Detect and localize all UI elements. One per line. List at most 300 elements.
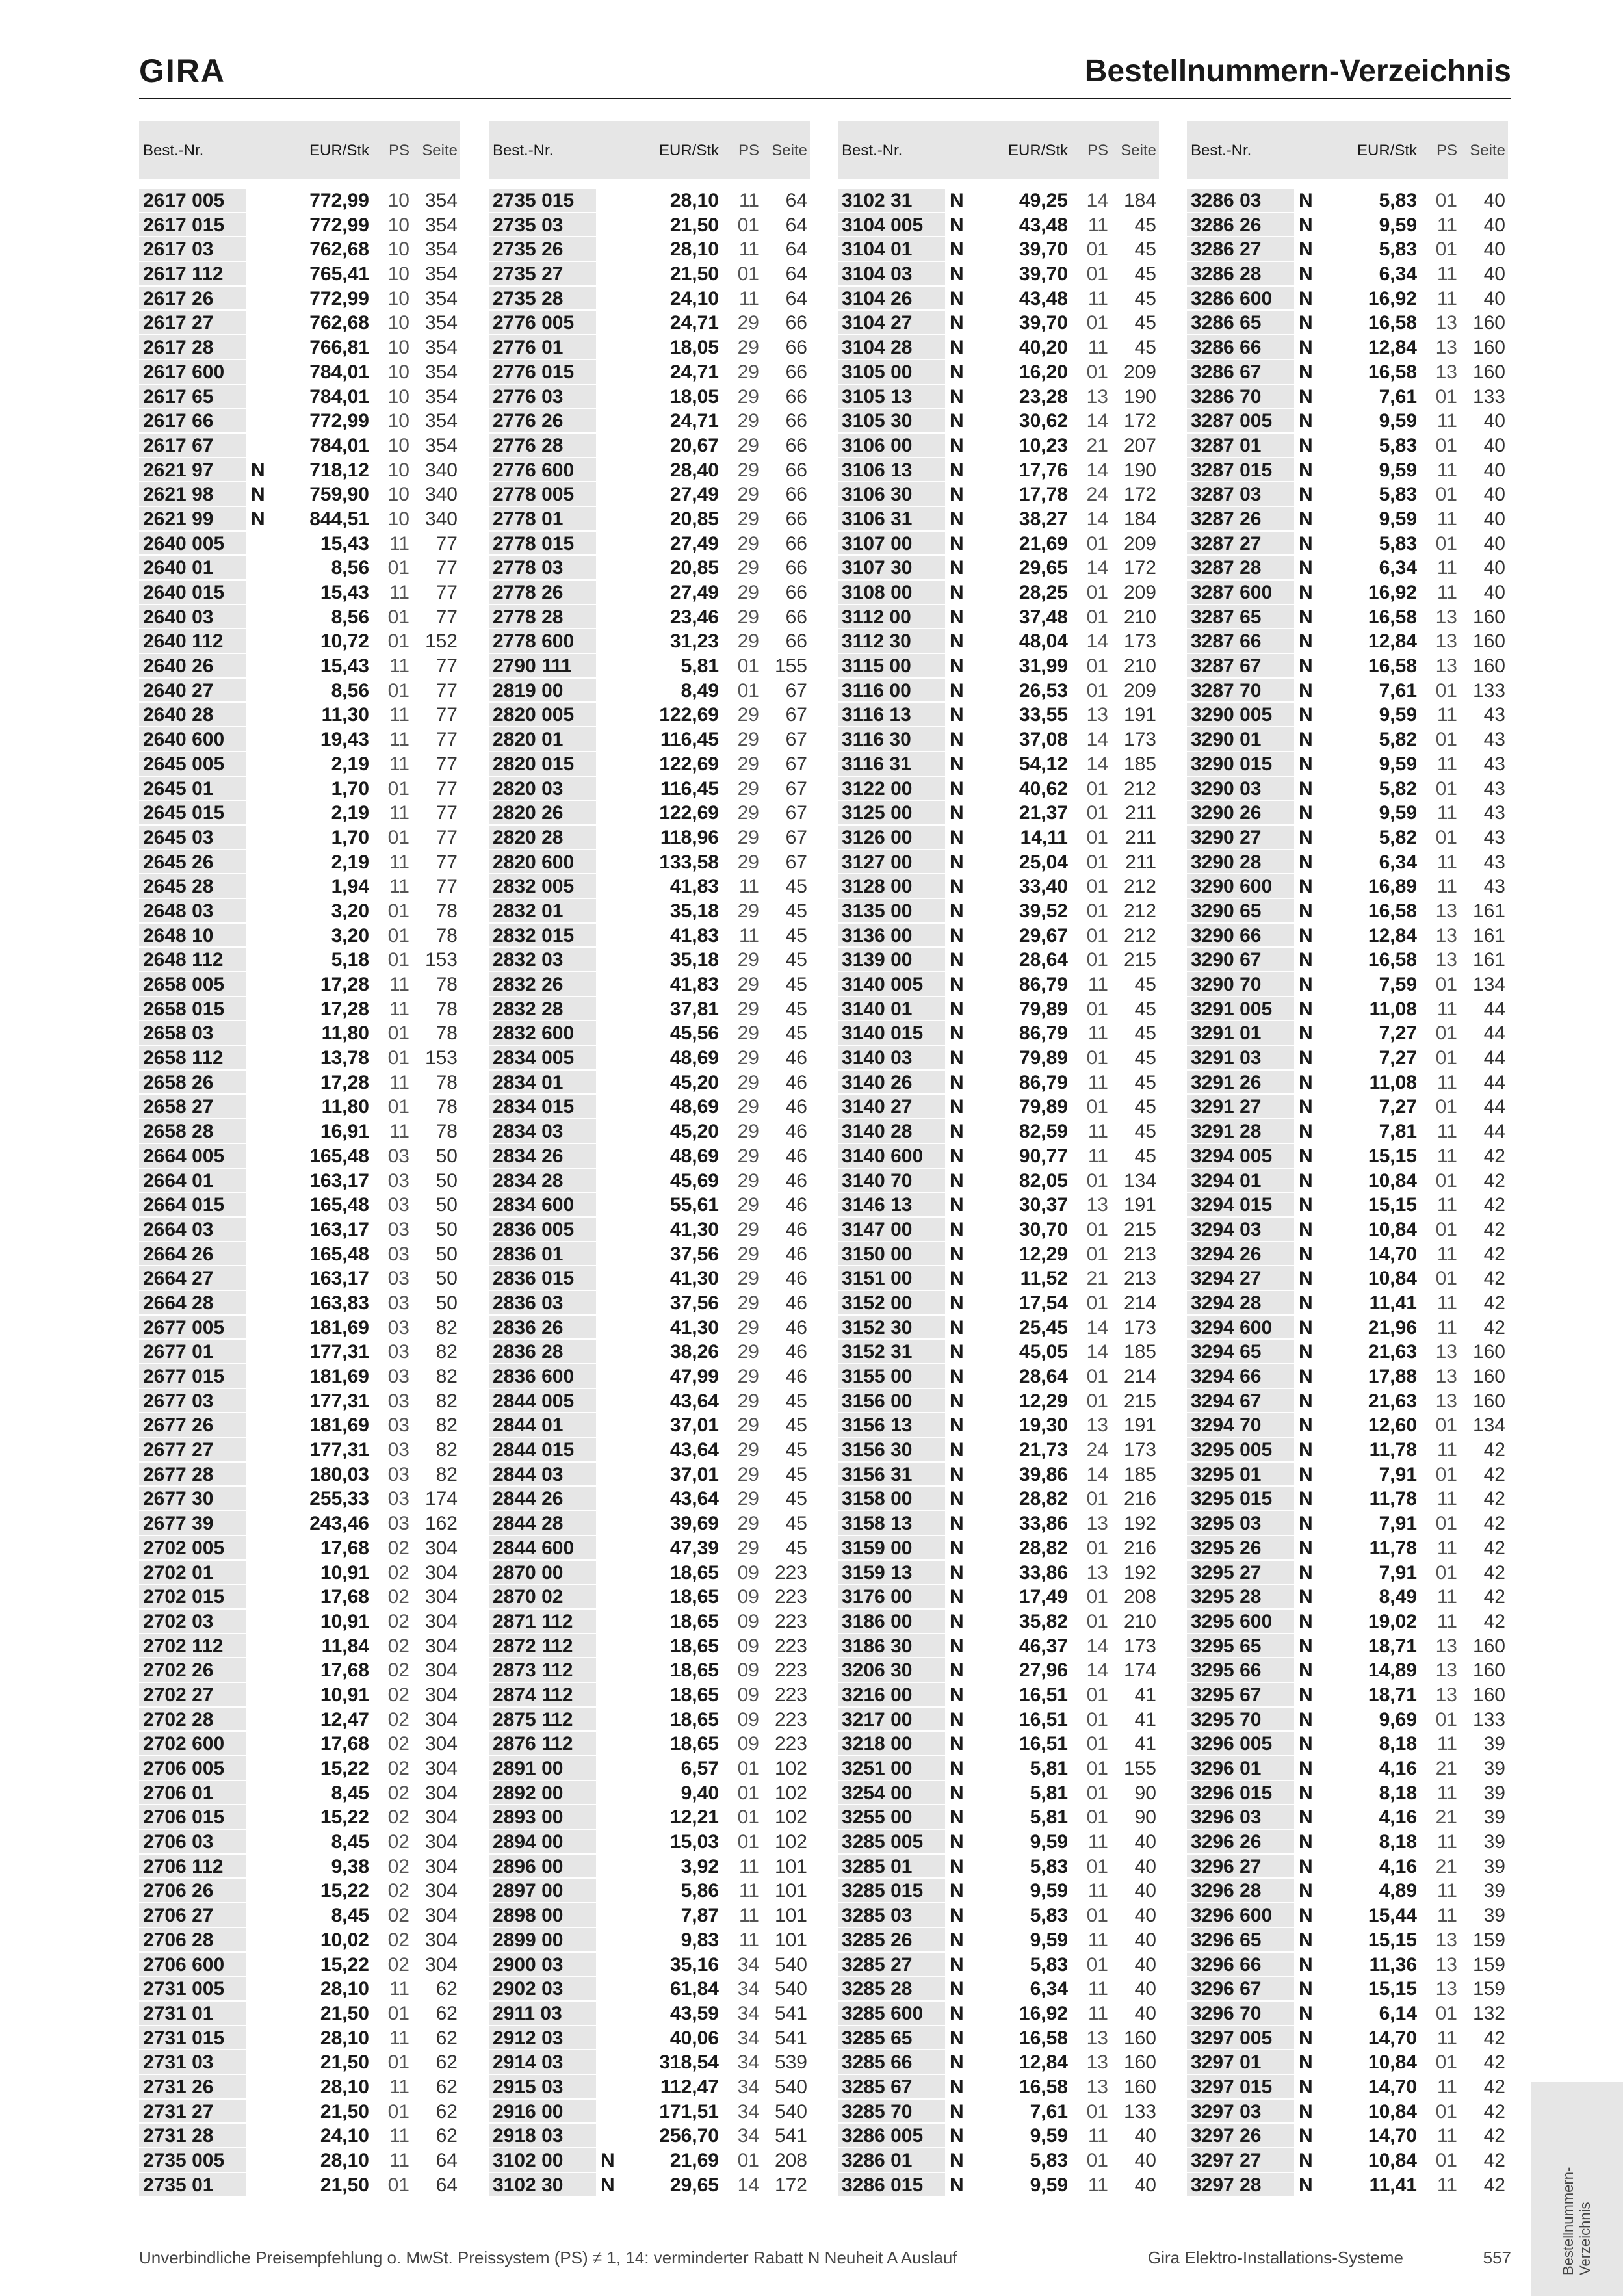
- price: 177,31: [309, 1439, 369, 1461]
- page-ref: 160: [1472, 312, 1505, 334]
- price: 10,91: [320, 1610, 369, 1632]
- table-row: [139, 1242, 460, 1267]
- price-system: 11: [1436, 410, 1457, 432]
- price-system: 14: [1086, 753, 1108, 775]
- price-system: 11: [1436, 1733, 1457, 1755]
- page-ref: 78: [435, 1023, 458, 1045]
- page-ref: 43: [1483, 704, 1505, 726]
- new-flag: N: [950, 1782, 964, 1804]
- price: 5,83: [1379, 434, 1417, 456]
- table-row: [838, 2173, 1159, 2198]
- table-row: [489, 1316, 810, 1340]
- order-number: 3140 28: [838, 1119, 945, 1144]
- price: 718,12: [309, 459, 369, 481]
- page-ref: 223: [774, 1635, 807, 1657]
- price-system: 13: [1435, 337, 1457, 359]
- page-ref: 185: [1123, 1341, 1156, 1363]
- page-ref: 43: [1483, 826, 1505, 848]
- table-row: [838, 654, 1159, 679]
- page-ref: 66: [785, 337, 807, 359]
- table-row: [139, 703, 460, 727]
- order-number: 2844 015: [489, 1438, 596, 1463]
- page-ref: 208: [774, 2150, 807, 2171]
- order-number: 3186 30: [838, 1634, 945, 1659]
- table-row: [489, 1021, 810, 1046]
- price-system: 11: [1436, 2027, 1457, 2049]
- price: 15,15: [1368, 1978, 1417, 2000]
- new-flag: N: [950, 851, 964, 873]
- new-flag: N: [950, 655, 964, 677]
- price-system: 24: [1086, 484, 1108, 506]
- price-system: 11: [1436, 851, 1457, 873]
- order-number: 2706 26: [139, 1879, 246, 1903]
- new-flag: N: [1299, 1047, 1313, 1069]
- table-row: [1187, 1879, 1508, 1903]
- price-system: 01: [387, 2052, 409, 2074]
- price-system: 29: [737, 631, 759, 653]
- table-row: [489, 2173, 810, 2198]
- price-system: 13: [1435, 1390, 1457, 1412]
- order-number: 3294 03: [1187, 1218, 1294, 1242]
- order-number: 3290 01: [1187, 727, 1294, 752]
- table-row: [838, 287, 1159, 311]
- price-system: 01: [1086, 1733, 1108, 1755]
- order-number: 2778 03: [489, 556, 596, 581]
- table-row: [139, 1561, 460, 1585]
- price: 5,81: [681, 655, 719, 677]
- page-ref: 160: [1123, 2027, 1156, 2049]
- page-ref: 40: [1134, 1953, 1156, 1976]
- page-ref: 210: [1123, 1610, 1156, 1632]
- header-best-nr: Best.-Nr.: [143, 142, 204, 159]
- price: 118,96: [660, 826, 719, 848]
- order-number: 2820 01: [489, 727, 596, 752]
- order-number: 3287 015: [1187, 458, 1294, 483]
- page-ref: 40: [1483, 239, 1505, 261]
- price-system: 01: [1086, 655, 1108, 677]
- page-ref: 41: [1134, 1684, 1156, 1706]
- new-flag: N: [950, 434, 964, 456]
- price: 2,19: [331, 753, 369, 775]
- table-row: [489, 1610, 810, 1634]
- price: 9,59: [1379, 410, 1417, 432]
- table-row: [489, 801, 810, 826]
- table-row: [489, 899, 810, 924]
- table-row: [838, 972, 1159, 997]
- page-ref: 64: [435, 2150, 458, 2171]
- table-row: [489, 850, 810, 875]
- order-number: 3135 00: [838, 899, 945, 924]
- order-number: 2645 28: [139, 874, 246, 899]
- price: 10,23: [1019, 434, 1068, 456]
- order-number: 2778 600: [489, 629, 596, 654]
- table-row: [838, 1805, 1159, 1830]
- price-system: 03: [387, 1463, 409, 1485]
- price-system: 11: [1087, 1121, 1108, 1143]
- price-system: 01: [737, 214, 759, 236]
- page-ref: 42: [1483, 1513, 1505, 1535]
- price: 17,49: [1019, 1586, 1068, 1608]
- price: 9,69: [1379, 1708, 1417, 1730]
- new-flag: N: [1299, 1586, 1313, 1608]
- new-flag: N: [1299, 1023, 1313, 1045]
- order-number: 3108 00: [838, 581, 945, 605]
- table-row: [489, 1855, 810, 1879]
- price-system: 13: [1086, 1194, 1108, 1216]
- page-ref: 45: [1134, 239, 1156, 261]
- price: 772,99: [309, 190, 369, 211]
- price-system: 01: [387, 900, 409, 922]
- order-number: 2731 26: [139, 2075, 246, 2100]
- price-system: 11: [1087, 337, 1108, 359]
- price-system: 02: [387, 1586, 409, 1608]
- table-row: [139, 1266, 460, 1291]
- new-flag: N: [1299, 532, 1313, 554]
- price: 40,20: [1019, 337, 1068, 359]
- order-number: 2870 02: [489, 1585, 596, 1610]
- page-ref: 45: [785, 924, 807, 946]
- price-system: 29: [737, 1218, 759, 1240]
- price-system: 29: [737, 582, 759, 603]
- page-ref: 215: [1123, 1218, 1156, 1240]
- table-row: [838, 1511, 1159, 1536]
- page-ref: 43: [1483, 802, 1505, 824]
- order-number: 2778 28: [489, 605, 596, 630]
- order-number: 3156 00: [838, 1389, 945, 1414]
- header-ps: PS: [1436, 142, 1457, 159]
- new-flag: N: [1299, 974, 1313, 995]
- table-row: [139, 434, 460, 458]
- order-number: 3127 00: [838, 850, 945, 875]
- price-system: 11: [1436, 287, 1457, 309]
- order-number: 2872 112: [489, 1634, 596, 1659]
- page-ref: 213: [1123, 1268, 1156, 1290]
- order-number: 3251 00: [838, 1756, 945, 1781]
- page-ref: 82: [435, 1316, 458, 1338]
- page-ref: 66: [785, 484, 807, 506]
- price: 18,65: [669, 1561, 719, 1584]
- price-system: 01: [1086, 998, 1108, 1020]
- order-number: 3156 13: [838, 1413, 945, 1438]
- table-row: [1187, 213, 1508, 238]
- new-flag: N: [1299, 1953, 1313, 1976]
- table-row: [489, 1683, 810, 1708]
- price-system: 03: [387, 1390, 409, 1412]
- price: 28,25: [1019, 582, 1068, 603]
- table-row: [1187, 1046, 1508, 1071]
- order-number: 3290 27: [1187, 826, 1294, 850]
- table-row: [139, 1364, 460, 1389]
- price-system: 13: [1435, 1978, 1457, 2000]
- new-flag: N: [950, 1488, 964, 1510]
- page-ref: 42: [1483, 1537, 1505, 1559]
- table-row: [1187, 972, 1508, 997]
- page-ref: 212: [1123, 777, 1156, 800]
- order-number: 2617 28: [139, 335, 246, 360]
- order-number: 3105 00: [838, 360, 945, 385]
- page-ref: 42: [1483, 1586, 1505, 1608]
- new-flag: N: [1299, 1268, 1313, 1290]
- table-row: [838, 1487, 1159, 1511]
- page-ref: 101: [774, 1929, 807, 1951]
- price-system: 11: [1436, 753, 1457, 775]
- page-ref: 50: [435, 1145, 458, 1167]
- page-ref: 39: [1483, 1733, 1505, 1755]
- order-number: 3159 13: [838, 1561, 945, 1585]
- table-row: [838, 1781, 1159, 1806]
- price-system: 29: [737, 1439, 759, 1461]
- page-ref: 40: [1483, 190, 1505, 211]
- price-system: 11: [389, 851, 409, 873]
- page-ref: 304: [424, 1635, 458, 1657]
- price-system: 29: [737, 361, 759, 383]
- price-system: 11: [1436, 1243, 1457, 1265]
- price: 5,82: [1379, 826, 1417, 848]
- page-ref: 192: [1123, 1561, 1156, 1584]
- table-row: [139, 1021, 460, 1046]
- price-system: 01: [387, 1096, 409, 1118]
- page-ref: 45: [785, 949, 807, 971]
- table-row: [1187, 2075, 1508, 2100]
- new-flag: N: [1299, 1488, 1313, 1510]
- price-system: 11: [1436, 459, 1457, 481]
- new-flag: N: [950, 1023, 964, 1045]
- page-ref: 102: [774, 1758, 807, 1779]
- order-number: 3140 26: [838, 1071, 945, 1095]
- new-flag: N: [950, 1855, 964, 1877]
- new-flag: N: [950, 1561, 964, 1584]
- table-row: [838, 1071, 1159, 1095]
- table-row: [1187, 2002, 1508, 2026]
- table-row: [838, 1340, 1159, 1364]
- new-flag: N: [1299, 2076, 1313, 2098]
- page-ref: 173: [1123, 1635, 1156, 1657]
- table-row: [489, 458, 810, 483]
- price: 21,69: [669, 2150, 719, 2171]
- price: 25,04: [1019, 851, 1068, 873]
- price: 772,99: [309, 287, 369, 309]
- page-ref: 42: [1483, 2174, 1505, 2196]
- price: 13,78: [320, 1047, 369, 1069]
- table-row: [838, 2100, 1159, 2124]
- price-system: 10: [387, 484, 409, 506]
- price-system: 10: [387, 312, 409, 334]
- price-system: 10: [387, 361, 409, 383]
- page-ref: 160: [1123, 2076, 1156, 2098]
- price-system: 03: [387, 1341, 409, 1363]
- order-number: 2706 015: [139, 1805, 246, 1830]
- page-ref: 354: [424, 385, 458, 408]
- new-flag: N: [950, 1684, 964, 1706]
- table-row: [139, 1708, 460, 1732]
- table-row: [1187, 1928, 1508, 1953]
- table-row: [1187, 679, 1508, 703]
- page-ref: 160: [1472, 1390, 1505, 1412]
- price-system: 11: [1436, 1880, 1457, 1902]
- new-flag: N: [950, 1169, 964, 1192]
- new-flag: N: [1299, 606, 1313, 628]
- price-system: 01: [1435, 2100, 1457, 2122]
- order-number: 2899 00: [489, 1928, 596, 1953]
- new-flag: N: [950, 1341, 964, 1363]
- price: 15,43: [320, 532, 369, 554]
- page-ref: 46: [785, 1096, 807, 1118]
- order-number: 3254 00: [838, 1781, 945, 1806]
- order-number: 2776 01: [489, 335, 596, 360]
- price-system: 03: [387, 1439, 409, 1461]
- price: 12,60: [1368, 1415, 1417, 1437]
- order-number: 3287 600: [1187, 581, 1294, 605]
- price-system: 29: [737, 1513, 759, 1535]
- order-number: 3290 26: [1187, 801, 1294, 826]
- page-ref: 40: [1483, 557, 1505, 579]
- new-flag: N: [950, 826, 964, 848]
- price: 9,59: [1030, 1880, 1068, 1902]
- price-system: 29: [737, 606, 759, 628]
- new-flag: N: [950, 582, 964, 603]
- page-ref: 46: [785, 1341, 807, 1363]
- page-ref: 66: [785, 459, 807, 481]
- price-system: 01: [387, 631, 409, 653]
- order-number: 2648 03: [139, 899, 246, 924]
- table-row: [489, 335, 810, 360]
- header-seite: Seite: [422, 142, 458, 159]
- price-system: 13: [1435, 361, 1457, 383]
- page-ref: 67: [785, 729, 807, 751]
- order-number: 3287 03: [1187, 482, 1294, 507]
- price-system: 10: [387, 410, 409, 432]
- price-system: 01: [1086, 1905, 1108, 1927]
- page-ref: 40: [1134, 1855, 1156, 1877]
- price-system: 11: [1436, 2076, 1457, 2098]
- table-row: [838, 237, 1159, 262]
- new-flag: N: [950, 337, 964, 359]
- order-number: 2776 28: [489, 434, 596, 458]
- order-number: 3286 03: [1187, 189, 1294, 213]
- price-system: 13: [1435, 606, 1457, 628]
- new-flag: N: [950, 361, 964, 383]
- price-system: 13: [1435, 924, 1457, 946]
- new-flag: N: [950, 1880, 964, 1902]
- table-row: [489, 605, 810, 630]
- new-flag: N: [950, 557, 964, 579]
- price: 255,33: [309, 1488, 369, 1510]
- new-flag: N: [1299, 508, 1313, 530]
- page-ref: 66: [785, 631, 807, 653]
- price-system: 09: [737, 1610, 759, 1632]
- price-system: 11: [1436, 1194, 1457, 1216]
- page-ref: 541: [774, 2125, 807, 2147]
- price: 10,84: [1368, 1169, 1417, 1192]
- price: 15,44: [1368, 1905, 1417, 1927]
- price-system: 11: [1087, 1023, 1108, 1045]
- page-ref: 540: [774, 2100, 807, 2122]
- price-system: 10: [387, 434, 409, 456]
- page-ref: 66: [785, 532, 807, 554]
- page-ref: 101: [774, 1905, 807, 1927]
- order-number: 3116 13: [838, 703, 945, 727]
- price: 15,22: [320, 1758, 369, 1779]
- price-system: 01: [737, 2150, 759, 2171]
- price-system: 13: [1435, 900, 1457, 922]
- order-number: 3102 30: [489, 2173, 596, 2198]
- table-row: [489, 262, 810, 287]
- page-ref: 45: [785, 1390, 807, 1412]
- page-ref: 82: [435, 1463, 458, 1485]
- price: 8,49: [1379, 1586, 1417, 1608]
- price: 41,83: [669, 924, 719, 946]
- table-row: [1187, 2148, 1508, 2173]
- page-ref: 160: [1472, 655, 1505, 677]
- price-system: 01: [387, 2002, 409, 2024]
- new-flag: N: [1299, 582, 1313, 603]
- page-ref: 77: [435, 679, 458, 701]
- table-row: [139, 287, 460, 311]
- page-ref: 40: [1483, 434, 1505, 456]
- order-number: 2658 112: [139, 1046, 246, 1071]
- order-number: 2915 03: [489, 2075, 596, 2100]
- price: 9,59: [1379, 214, 1417, 236]
- order-number: 3297 005: [1187, 2026, 1294, 2051]
- header-ps: PS: [388, 142, 409, 159]
- price: 7,27: [1379, 1096, 1417, 1118]
- table-row: [489, 507, 810, 532]
- price: 21,50: [320, 2002, 369, 2024]
- table-row: [838, 703, 1159, 727]
- order-number: 2702 015: [139, 1585, 246, 1610]
- page-ref: 45: [1134, 214, 1156, 236]
- price-system: 01: [1435, 1708, 1457, 1730]
- table-row: [838, 434, 1159, 458]
- new-flag: N: [1299, 802, 1313, 824]
- price-system: 11: [1087, 2174, 1108, 2196]
- page-ref: 64: [785, 214, 807, 236]
- new-flag: N: [1299, 410, 1313, 432]
- order-number: 2677 005: [139, 1316, 246, 1340]
- price: 15,15: [1368, 1194, 1417, 1216]
- new-flag: N: [950, 1096, 964, 1118]
- page-ref: 40: [1483, 508, 1505, 530]
- page-ref: 45: [785, 1488, 807, 1510]
- page-ref: 216: [1123, 1537, 1156, 1559]
- table-row: [838, 629, 1159, 654]
- table-row: [838, 826, 1159, 850]
- order-number: 2778 015: [489, 532, 596, 556]
- page-ref: 45: [1134, 998, 1156, 1020]
- price-system: 01: [387, 557, 409, 579]
- order-number: 3287 005: [1187, 409, 1294, 434]
- page-ref: 184: [1123, 508, 1156, 530]
- price: 11,80: [321, 1023, 369, 1045]
- price: 17,68: [320, 1537, 369, 1559]
- price-system: 11: [1436, 2125, 1457, 2147]
- price-system: 10: [387, 190, 409, 211]
- price-system: 02: [387, 1782, 409, 1804]
- price-system: 01: [1086, 1537, 1108, 1559]
- price-system: 01: [387, 1023, 409, 1045]
- order-number: 2664 27: [139, 1266, 246, 1291]
- order-number: 2912 03: [489, 2026, 596, 2051]
- table-row: [1187, 311, 1508, 335]
- header-eur-stk: EUR/Stk: [1007, 142, 1068, 159]
- price-system: 11: [389, 998, 409, 1020]
- new-flag: N: [1299, 434, 1313, 456]
- page-ref: 46: [785, 1047, 807, 1069]
- order-number: 3294 005: [1187, 1144, 1294, 1169]
- page-ref: 46: [785, 1145, 807, 1167]
- price-system: 09: [737, 1660, 759, 1682]
- order-number: 3106 31: [838, 507, 945, 532]
